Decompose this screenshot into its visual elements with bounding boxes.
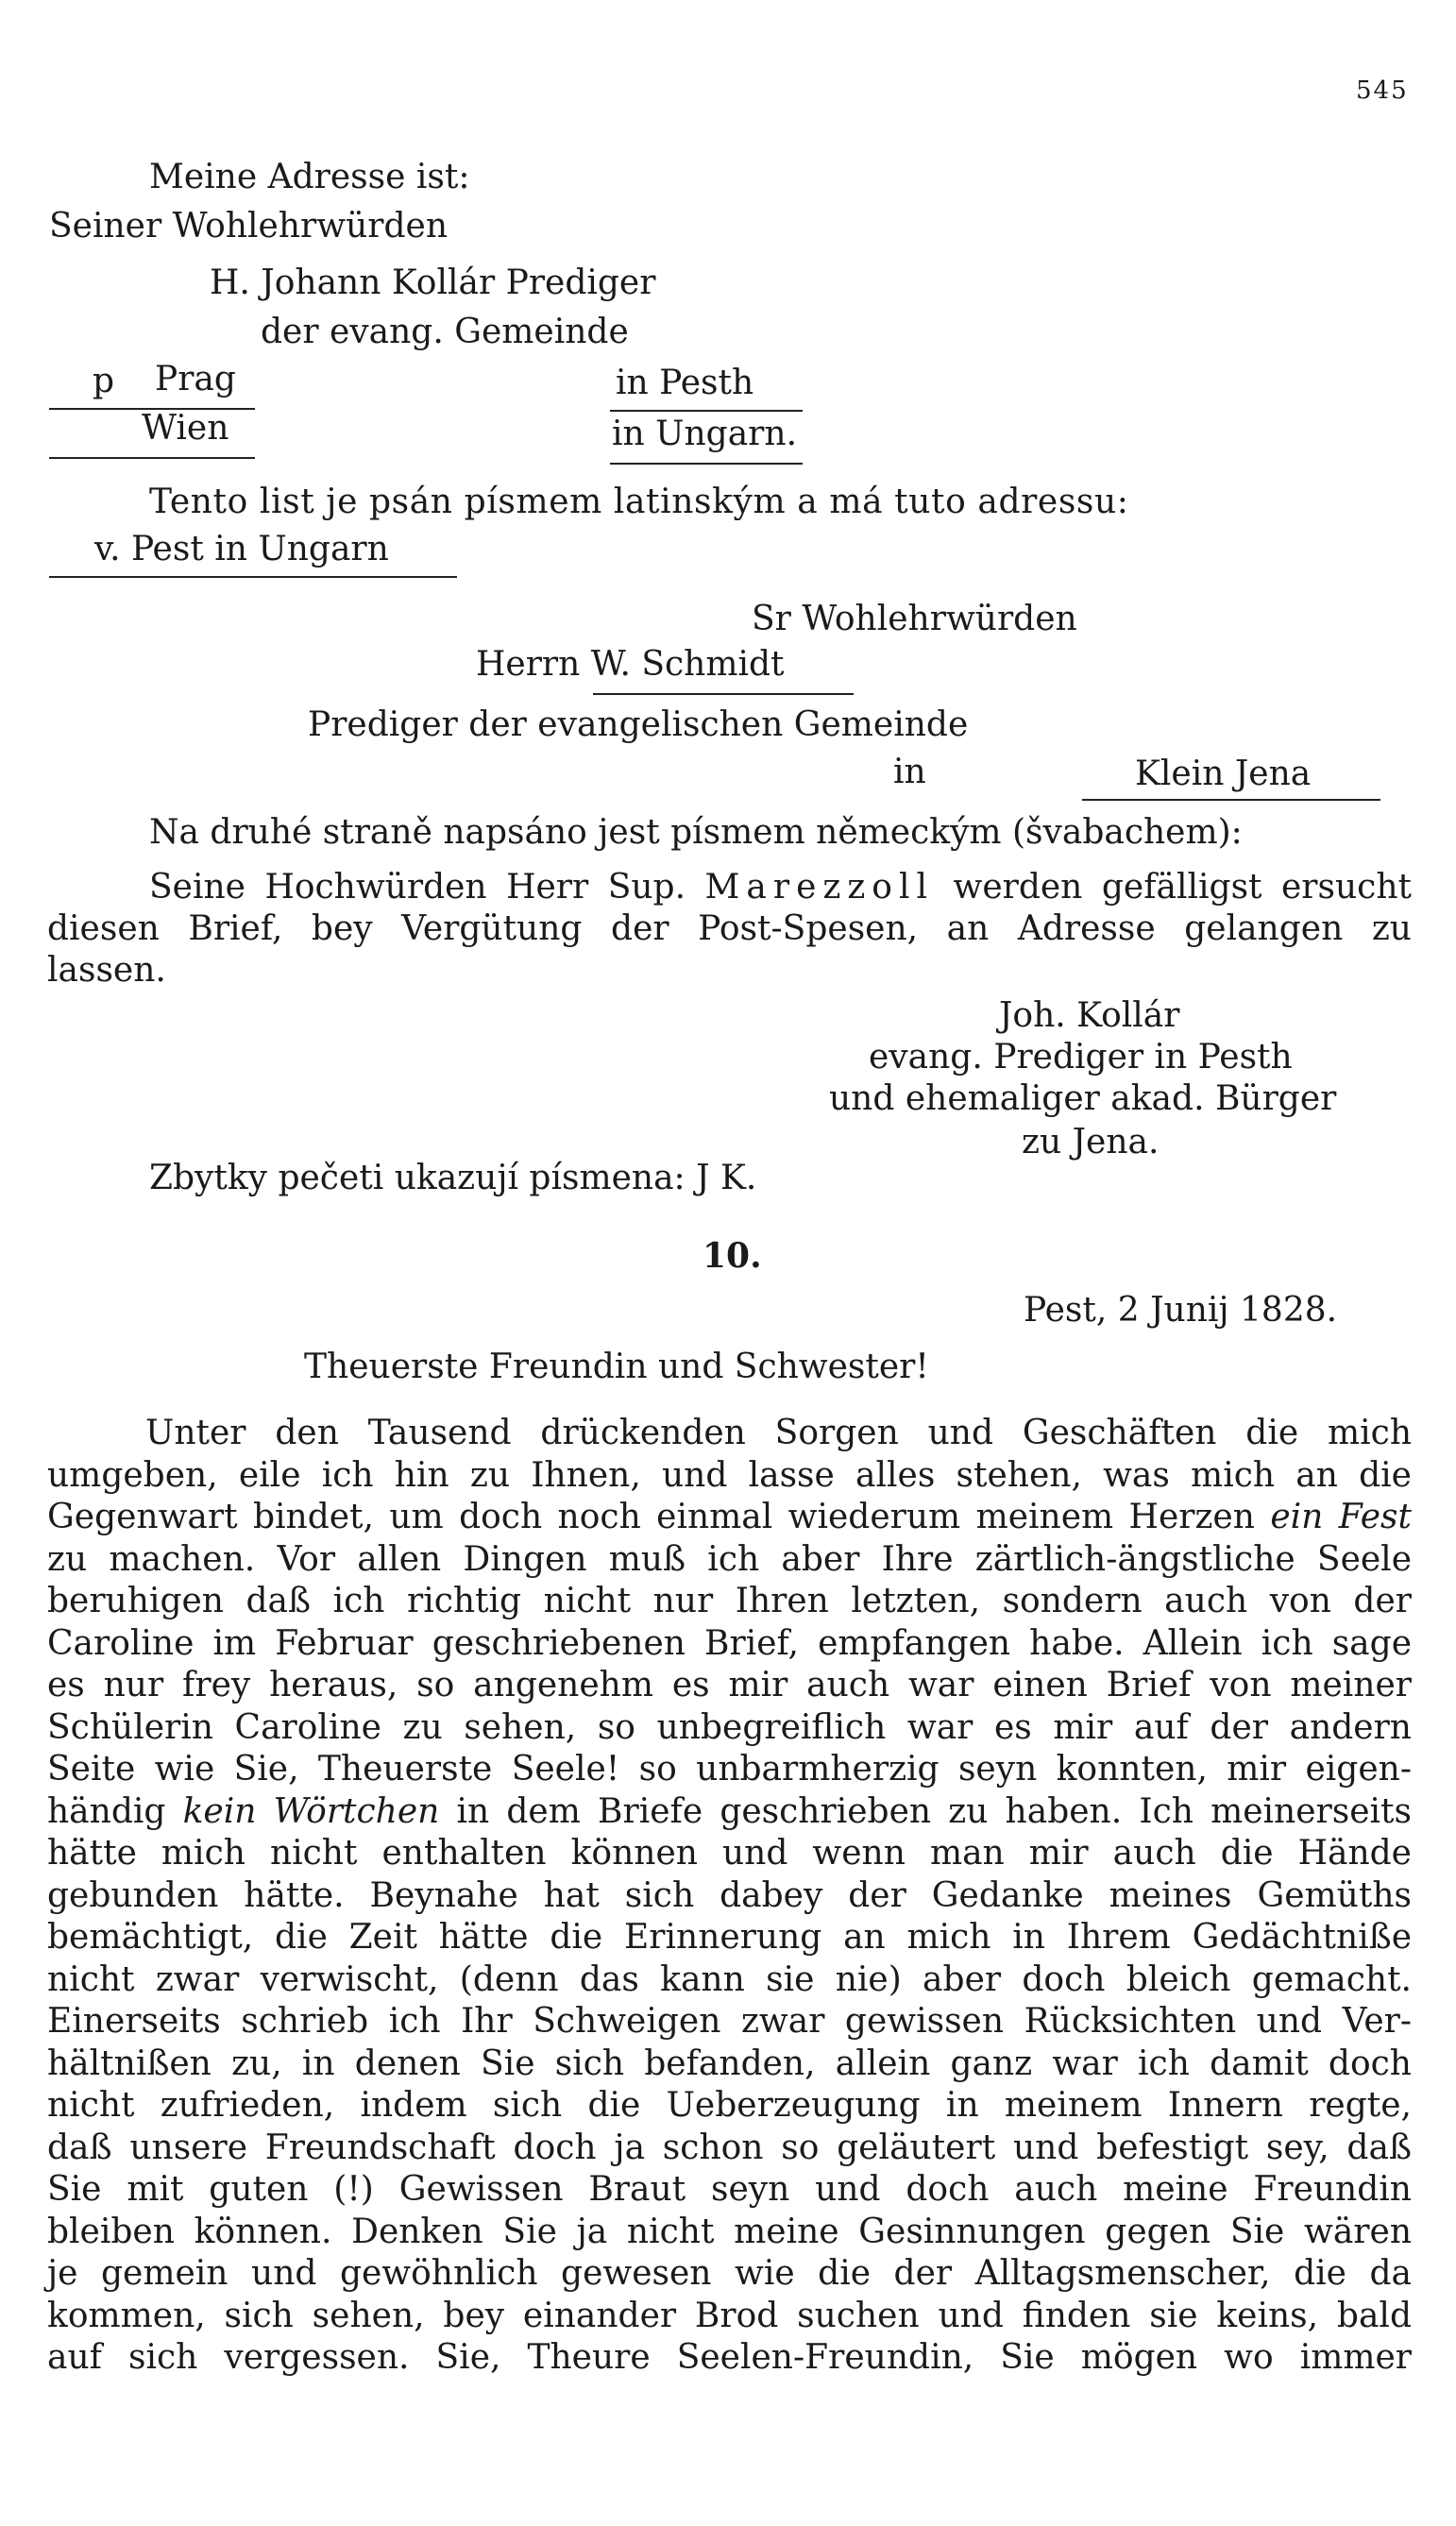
address-p: p [93,362,115,400]
body-line: gebunden hätte. Beynahe hat sich dabey der Gedanke meines Gemüths [47,1875,1412,1915]
body-line: Unter den Tausend drückenden Sorgen und Geschäften die mich [145,1414,1412,1452]
italic-kein-woertchen: kein Wörtchen [182,1791,440,1831]
address-salutation: Seiner Wohlehrwürden [49,207,448,246]
body-line: nicht zwar verwischt, (denn das kann sie nie) aber doch bleich gemacht. [47,1959,1412,1999]
name-marezzoll: Marezzoll [704,868,935,907]
body-line: bleiben können. Denken Sie ja nicht meine Gesinnungen gegen Sie wären [47,2212,1412,2251]
signature-line1: Joh. Kollár [999,996,1180,1035]
underline-pest-ungarn [49,576,457,578]
body-line: auf sich vergessen. Sie, Theure Seelen-Freundin, Sie mögen wo immer [47,2338,1412,2377]
german-text-line2: diesen Brief, bey Vergütung der Post-Spesen, an Adresse gelangen zu [47,909,1412,948]
address2-in: in [893,753,926,791]
letter-body [47,1413,1412,2380]
note-german: Na druhé straně napsáno jest písmem německým (švabachem): [149,813,1243,852]
letter-greeting: Theuerste Freundin und Schwester! [304,1348,929,1386]
address-prag: Prag [155,360,236,398]
address2-line1: v. Pest in Ungarn [94,530,389,568]
address-congregation: der evang. Gemeinde [261,313,629,351]
body-line: zu machen. Vor allen Dingen muß ich aber Ihre zärtlich-ängstliche Seele [47,1539,1412,1579]
underline-wien [49,457,255,459]
underline-ungarn [610,463,803,465]
signature-line2: evang. Prediger in Pesth [869,1038,1293,1077]
body-line: nicht zufrieden, indem sich die Ueberzeugung in meinem Innern regte, [47,2086,1412,2125]
underline-schmidt [593,693,854,695]
address-in-pesth: in Pesth [616,364,754,402]
underline-klein-jena [1082,799,1380,801]
body-line: daß unsere Freundschaft doch ja schon so geläutert und befestigt sey, daß [47,2128,1412,2167]
body-line: Caroline im Februar geschriebenen Brief, empfangen habe. Allein ich sage [47,1623,1412,1663]
address2-line3: Herrn W. Schmidt [476,645,785,684]
signature-line3: und ehemaliger akad. Bürger [829,1079,1337,1118]
body-line: händig kein Wörtchen in dem Briefe geschrieben zu haben. Ich meinerseits [47,1791,1412,1831]
letter-number: 10. [703,1236,762,1276]
note-latin: Tento list je psán písmem latinským a má tuto adressu: [149,483,1129,521]
address-name: H. Johann Kollár Prediger [210,263,656,302]
german-text-line3: lassen. [47,951,166,990]
address2-place: Klein Jena [1135,754,1312,793]
german-text-line1: Seine Hochwürden Herr Sup. Marezzoll werden gefälligst ersucht [149,868,1412,907]
body-line: kommen, sich sehen, bey einander Brod suchen und finden sie keins, bald [47,2296,1412,2335]
address-heading: Meine Adresse ist: [149,158,470,196]
body-line: hätte mich nicht enthalten können und wenn man mir auch die Hände [47,1834,1412,1873]
signature-line4: zu Jena. [1022,1123,1160,1161]
body-line: es nur frey heraus, so angenehm es mir auch war einen Brief von meiner [47,1666,1412,1704]
body-line: beruhigen daß ich richtig nicht nur Ihren letzten, sondern auch von der [47,1582,1412,1620]
body-line: Seite wie Sie, Theuerste Seele! so unbarmherzig seyn konnten, mir eigen- [47,1750,1412,1789]
address2-line4: Prediger der evangelischen Gemeinde [308,705,969,744]
seal-note: Zbytky pečeti ukazují písmena: J K. [149,1159,757,1197]
german-address-text [47,867,1412,992]
letter-place-date: Pest, 2 Junij 1828. [1024,1291,1338,1330]
body-line: Sie mit guten (!) Gewissen Braut seyn und doch auch meine Freundin [47,2170,1412,2209]
page-number: 545 [1356,76,1409,105]
body-line: hältnißen zu, in denen Sie sich befanden, allein ganz war ich damit doch [47,2043,1412,2083]
address-wien: Wien [142,409,229,448]
address2-line2: Sr Wohlehrwürden [752,600,1077,638]
italic-ein-fest: ein Fest [1270,1498,1413,1536]
body-line: Gegenwart bindet, um doch noch einmal wiederum meinem Herzen ein Fest [47,1498,1413,1536]
body-line: je gemein und gewöhnlich gewesen wie die der Alltagsmenscher, die da [47,2254,1412,2293]
body-line: Einerseits schrieb ich Ihr Schweigen zwar gewissen Rücksichten und Ver- [47,2002,1412,2041]
underline-pesth [610,410,803,412]
address-in-ungarn: in Ungarn. [612,415,798,453]
body-line: bemächtigt, die Zeit hätte die Erinnerung an mich in Ihrem Gedächtniße [47,1918,1412,1957]
body-line: Schülerin Caroline zu sehen, so unbegreiflich war es mir auf der andern [47,1707,1412,1747]
body-line: umgeben, eile ich hin zu Ihnen, und lasse alles stehen, was mich an die [47,1455,1412,1495]
